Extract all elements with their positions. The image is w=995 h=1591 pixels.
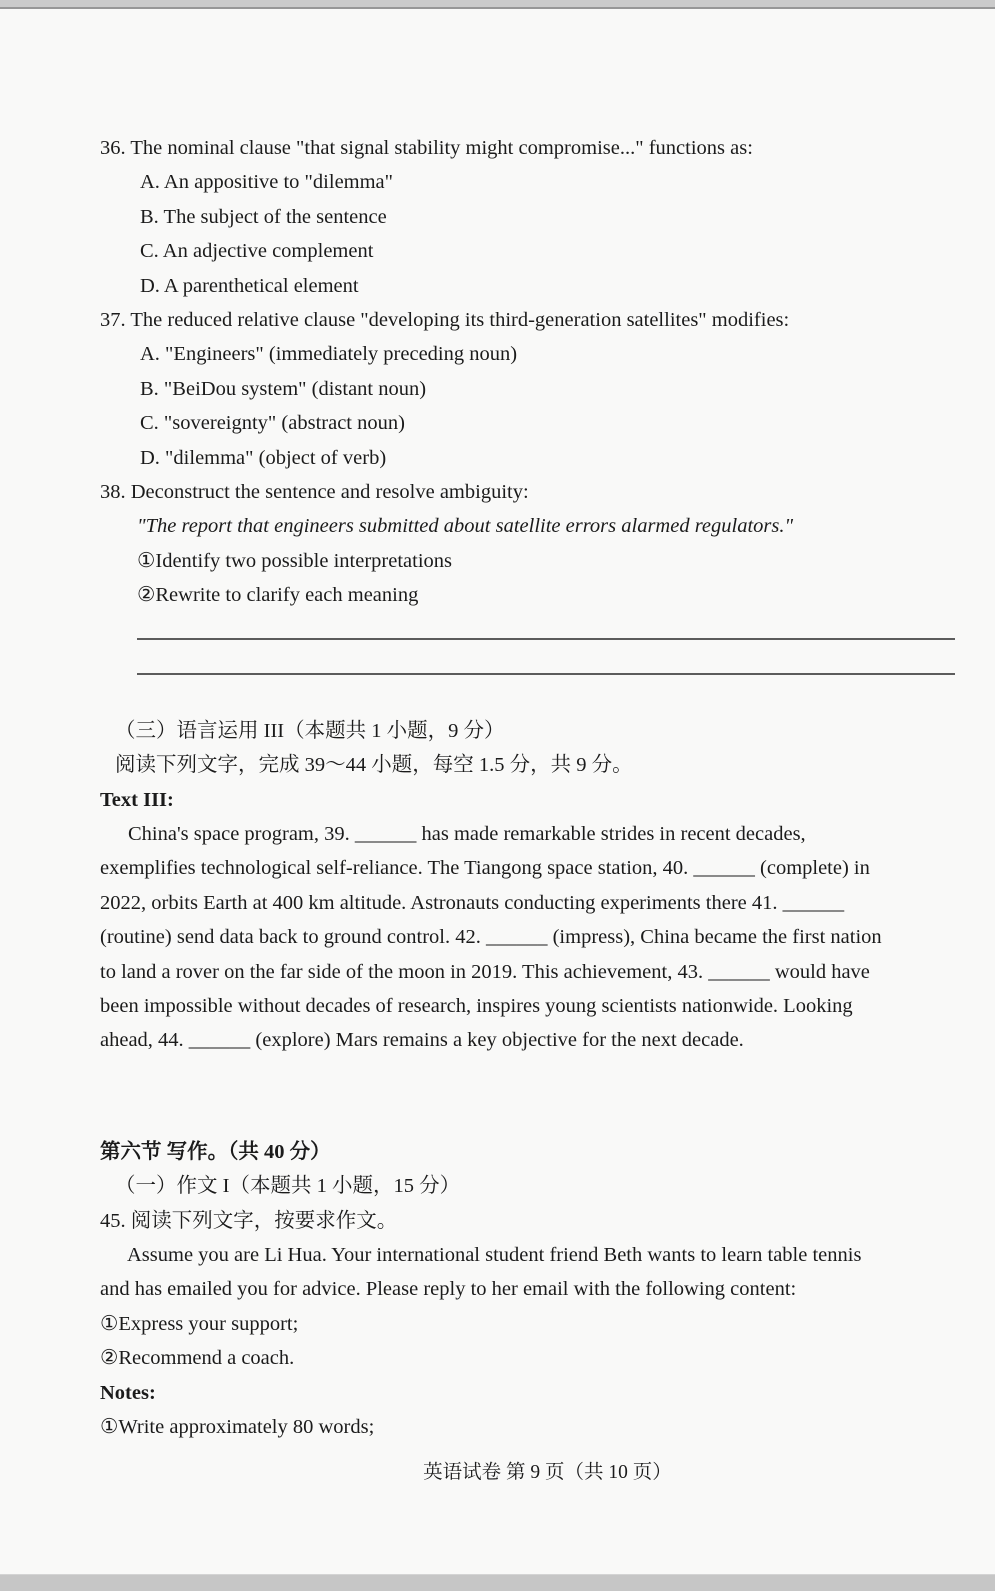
question-36-option-b: B. The subject of the sentence (140, 205, 387, 228)
writing-prompt-line: Assume you are Li Hua. Your international student friend Beth wants to learn table tennis (127, 1243, 862, 1266)
section-3-heading: （三）语言运用 III（本题共 1 小题，9 分） (115, 719, 505, 742)
top-scan-bar (0, 0, 995, 9)
passage-line: (routine) send data back to ground control. 42. ______ (impress), China became the first nation (100, 926, 882, 949)
question-36 (100, 131, 965, 303)
passage-line: China's space program, 39. ______ has made remarkable strides in recent decades, (128, 822, 806, 845)
question-38-stem: 38. Deconstruct the sentence and resolve ambiguity: (100, 481, 529, 504)
page-footer: 英语试卷 第 9 页（共 10 页） (423, 1462, 672, 1484)
answer-line-2 (137, 673, 955, 675)
question-38 (100, 475, 965, 613)
passage-line: 2022, orbits Earth at 400 km altitude. Astronauts conducting experiments there 41. ______ (100, 891, 845, 914)
passage-line: exemplifies technological self-reliance. The Tiangong space station, 40. ______ (complete) in (100, 857, 870, 880)
notes-label: Notes: (100, 1381, 156, 1404)
page-content (0, 131, 995, 1488)
question-38-subtask-2: ②Rewrite to clarify each meaning (137, 584, 419, 607)
writing-section (100, 1135, 965, 1445)
writing-content-point-2: ②Recommend a coach. (100, 1347, 295, 1370)
language-use-section (100, 714, 965, 1058)
question-36-option-d: D. A parenthetical element (140, 274, 359, 297)
answer-line-1 (137, 638, 955, 640)
question-38-subtask-1: ①Identify two possible interpretations (137, 549, 452, 572)
text-3-label: Text III: (100, 788, 174, 811)
section-3-instruction: 阅读下列文字，完成 39～44 小题，每空 1.5 分，共 9 分。 (115, 754, 633, 777)
question-37-option-a: A. "Engineers" (immediately preceding noun) (140, 343, 518, 366)
note-line-1: ①Write approximately 80 words; (100, 1416, 375, 1438)
question-36-option-a: A. An appositive to "dilemma" (140, 171, 394, 194)
writing-content-point-1: ①Express your support; (100, 1312, 299, 1335)
bottom-scan-bar (0, 1574, 995, 1591)
question-37-option-c: C. "sovereignty" (abstract noun) (140, 412, 405, 435)
question-36-stem: 36. The nominal clause "that signal stability might compromise..." functions as: (100, 137, 753, 159)
writing-section-subheading: （一）作文 I（本题共 1 小题，15 分） (115, 1175, 461, 1198)
question-38-quote: "The report that engineers submitted about satellite errors alarmed regulators." (137, 515, 794, 538)
question-37 (100, 303, 965, 475)
passage-line: to land a rover on the far side of the moon in 2019. This achievement, 43. ______ would have (100, 960, 870, 983)
question-37-stem: 37. The reduced relative clause "developing its third-generation satellites" modifies: (100, 309, 790, 332)
question-36-option-c: C. An adjective complement (140, 240, 374, 263)
passage-line: ahead, 44. ______ (explore) Mars remains a key objective for the next decade. (100, 1029, 744, 1052)
writing-section-heading: 第六节 写作。（共 40 分） (100, 1140, 331, 1163)
question-45-label: 45. 阅读下列文字，按要求作文。 (100, 1209, 398, 1232)
passage-line: been impossible without decades of research, inspires young scientists nationwide. Looking (100, 994, 853, 1017)
writing-prompt-line: and has emailed you for advice. Please reply to her email with the following content: (100, 1278, 797, 1301)
question-37-option-b: B. "BeiDou system" (distant noun) (140, 377, 427, 400)
question-37-option-d: D. "dilemma" (object of verb) (140, 446, 387, 469)
